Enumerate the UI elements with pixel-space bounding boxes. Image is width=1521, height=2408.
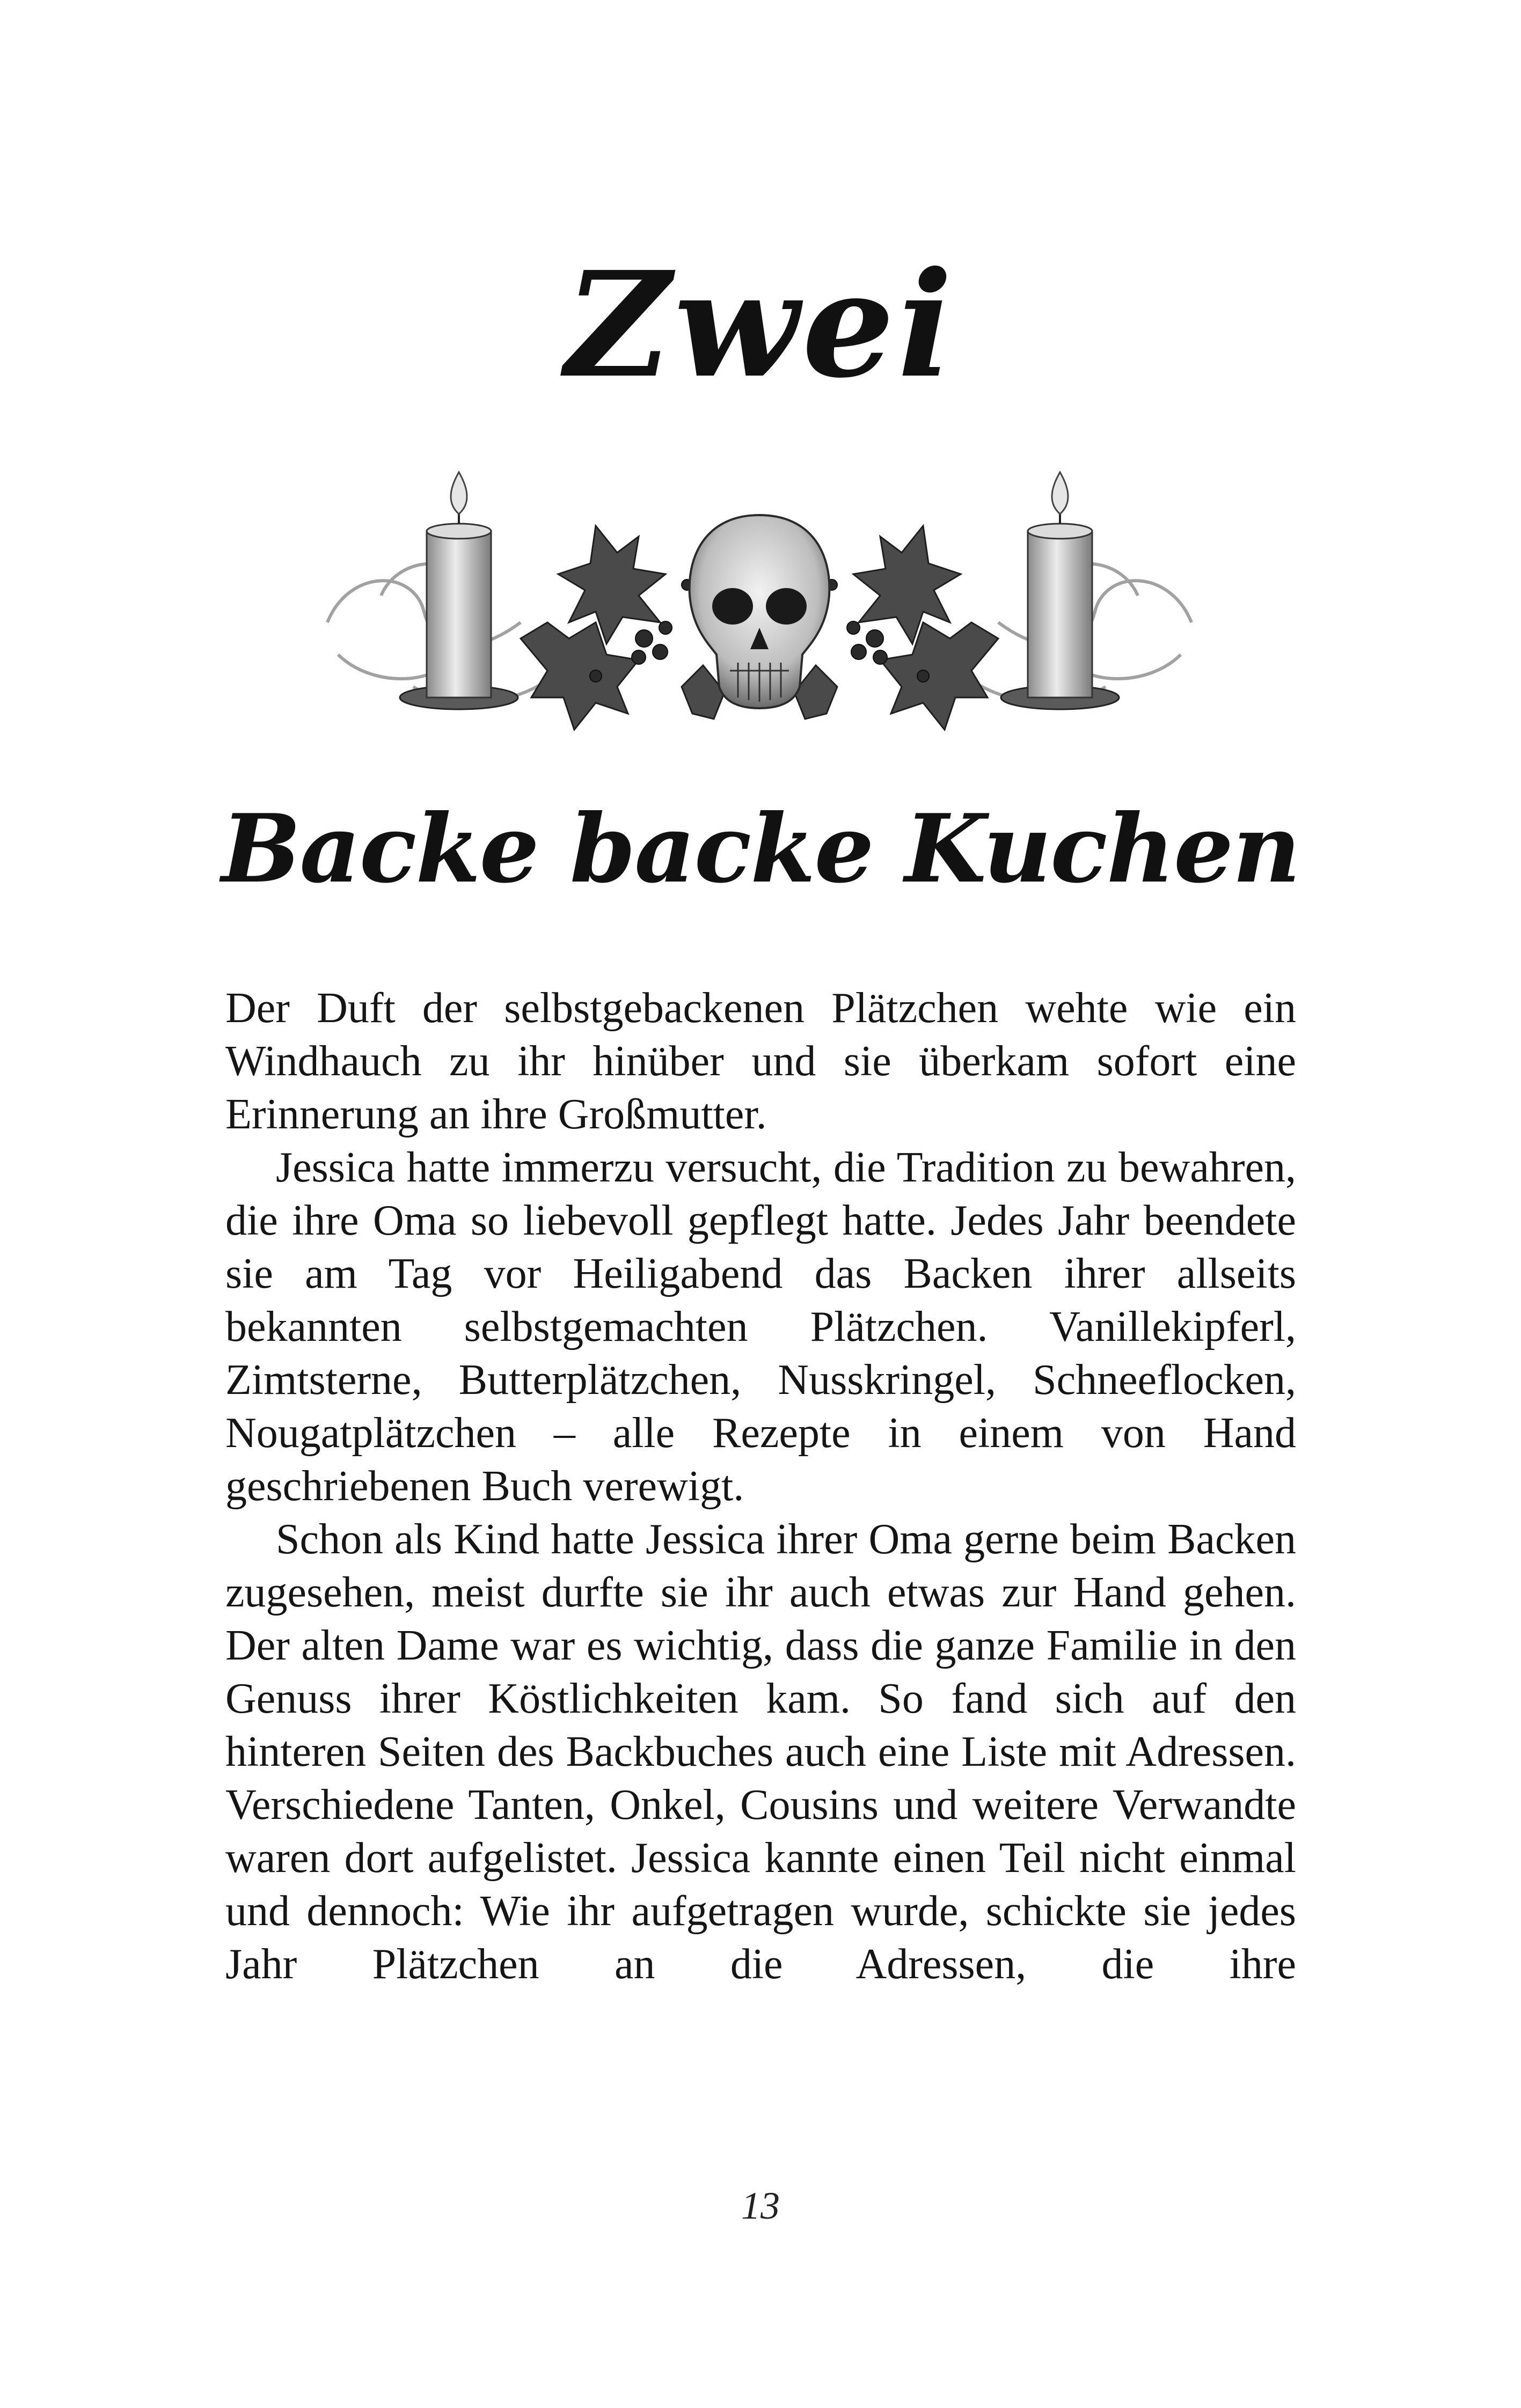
chapter-title: Backe backe Kuchen [221, 794, 1300, 904]
paragraph: Jessica hatte immerzu versucht, die Tradition zu bewahren, die ihre Oma so liebevoll gepflegt hatte. Jedes Jahr beendete sie am Tag vor Heiligabend das Backen ihrer allseits bekannten selbstgemachten Plätzchen. Vanillekipferl, Zimtsterne, Butterplätzchen, Nusskringel, Schneeflocken, Nougatplätzchen – alle Rezepte in einem von Hand geschriebenen Buch verewigt. [225, 1144, 1296, 1510]
candle-icon [400, 472, 518, 709]
candle-icon [1001, 472, 1119, 709]
paragraph: Schon als Kind hatte Jessica ihrer Oma gerne beim Backen zugesehen, meist durfte sie ihr auch etwas zur Hand gehen. Der alten Dame war es wichtig, dass die ganze Familie in den Genuss ihrer Köstlichkeiten kam. So fand sich auf den hinteren Seiten des Backbuches auch eine Liste mit Adressen. Verschiedene Tanten, Onkel, Cousins und weitere Verwandte waren dort aufgelistet. Jessica kannte einen Teil nicht einmal und dennoch: Wie ihr aufgetragen wurde, schickte sie jedes Jahr Plätzchen an die Adressen, die ihre [225, 1516, 1296, 1988]
page-number: 13 [741, 2184, 780, 2227]
body-text [225, 982, 1296, 1991]
candle-skull-holly-ornament [317, 461, 1202, 762]
chapter-number: Zwei [565, 239, 956, 410]
paragraph: Der Duft der selbstgebackenen Plätzchen wehte wie ein Windhauch zu ihr hinüber und sie überkam sofort eine Erinnerung an ihre Großmutter. [225, 985, 1296, 1138]
